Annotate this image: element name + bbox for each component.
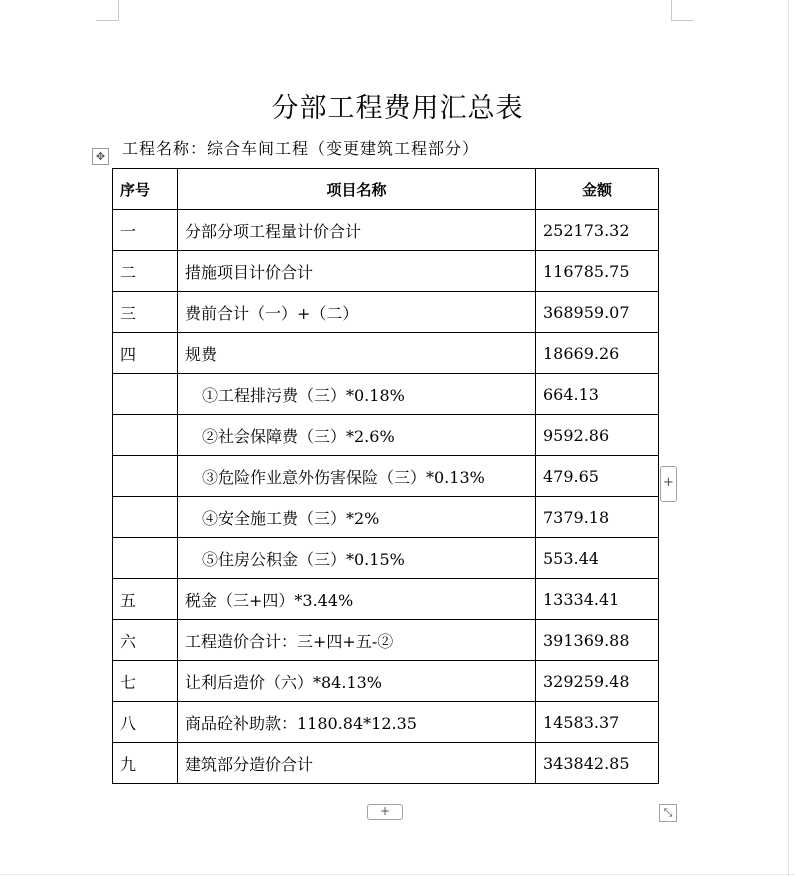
table-row (113, 292, 659, 333)
table-row (113, 415, 659, 456)
row-amount[interactable]: 9592.86 (536, 415, 659, 456)
table-row (113, 702, 659, 743)
row-item-name[interactable]: 税金（三+四）*3.44% (178, 579, 536, 620)
row-amount[interactable]: 391369.88 (536, 620, 659, 661)
row-item-name[interactable]: 工程造价合计：三+四+五-② (178, 620, 536, 661)
row-no[interactable] (113, 538, 178, 579)
row-item-name[interactable]: 商品砼补助款：1180.84*12.35 (178, 702, 536, 743)
row-no[interactable] (113, 497, 178, 538)
table-row (113, 456, 659, 497)
table-row (113, 661, 659, 702)
row-item-name[interactable]: 建筑部分造价合计 (178, 743, 536, 784)
header-item-name: 项目名称 (178, 169, 536, 210)
table-row (113, 743, 659, 784)
row-no[interactable]: 三 (113, 292, 178, 333)
row-item-name[interactable]: ③危险作业意外伤害保险（三）*0.13% (178, 456, 536, 497)
row-amount[interactable]: 479.65 (536, 456, 659, 497)
row-item-name[interactable]: 分部分项工程量计价合计 (178, 210, 536, 251)
row-amount[interactable]: 252173.32 (536, 210, 659, 251)
row-no[interactable] (113, 415, 178, 456)
row-item-name[interactable]: ④安全施工费（三）*2% (178, 497, 536, 538)
row-item-name[interactable]: 措施项目计价合计 (178, 251, 536, 292)
row-amount[interactable]: 18669.26 (536, 333, 659, 374)
row-no[interactable]: 五 (113, 579, 178, 620)
table-row (113, 374, 659, 415)
row-amount[interactable]: 368959.07 (536, 292, 659, 333)
row-no[interactable] (113, 456, 178, 497)
row-no[interactable]: 六 (113, 620, 178, 661)
row-no[interactable]: 一 (113, 210, 178, 251)
document-title: 分部工程费用汇总表 (271, 93, 524, 124)
row-amount[interactable]: 329259.48 (536, 661, 659, 702)
project-name-line: 工程名称：综合车间工程（变更建筑工程部分） (122, 139, 480, 158)
row-amount[interactable]: 664.13 (536, 374, 659, 415)
page-edge-right (788, 0, 789, 876)
table-row (113, 538, 659, 579)
row-amount[interactable]: 13334.41 (536, 579, 659, 620)
page-edge-bottom (0, 874, 795, 875)
row-no[interactable]: 二 (113, 251, 178, 292)
header-amount: 金额 (536, 169, 659, 210)
table-row (113, 497, 659, 538)
table-move-handle-icon[interactable]: ✥ (92, 148, 109, 165)
row-item-name[interactable]: 规费 (178, 333, 536, 374)
table-row (113, 251, 659, 292)
row-no[interactable]: 四 (113, 333, 178, 374)
header-no: 序号 (113, 169, 178, 210)
row-item-name[interactable]: ①工程排污费（三）*0.18% (178, 374, 536, 415)
row-amount[interactable]: 7379.18 (536, 497, 659, 538)
row-no[interactable]: 九 (113, 743, 178, 784)
row-amount[interactable]: 343842.85 (536, 743, 659, 784)
row-item-name[interactable]: 让利后造价（六）*84.13% (178, 661, 536, 702)
row-no[interactable]: 七 (113, 661, 178, 702)
row-amount[interactable]: 14583.37 (536, 702, 659, 743)
add-row-button[interactable]: + (367, 804, 403, 820)
table-row (113, 210, 659, 251)
row-amount[interactable]: 116785.75 (536, 251, 659, 292)
crop-mark-top-left (96, 0, 119, 21)
row-no[interactable] (113, 374, 178, 415)
row-amount[interactable]: 553.44 (536, 538, 659, 579)
table-resize-handle-icon[interactable]: ⤡ (659, 804, 677, 822)
row-item-name[interactable]: ②社会保障费（三）*2.6% (178, 415, 536, 456)
table-header-row (113, 169, 659, 210)
row-no[interactable]: 八 (113, 702, 178, 743)
crop-mark-top-right (671, 0, 694, 21)
table-row (113, 620, 659, 661)
row-item-name[interactable]: 费前合计（一）+（二） (178, 292, 536, 333)
table-row (113, 333, 659, 374)
cost-summary-table (112, 168, 659, 784)
row-item-name[interactable]: ⑤住房公积金（三）*0.15% (178, 538, 536, 579)
add-column-button[interactable]: + (660, 466, 677, 502)
table-row (113, 579, 659, 620)
